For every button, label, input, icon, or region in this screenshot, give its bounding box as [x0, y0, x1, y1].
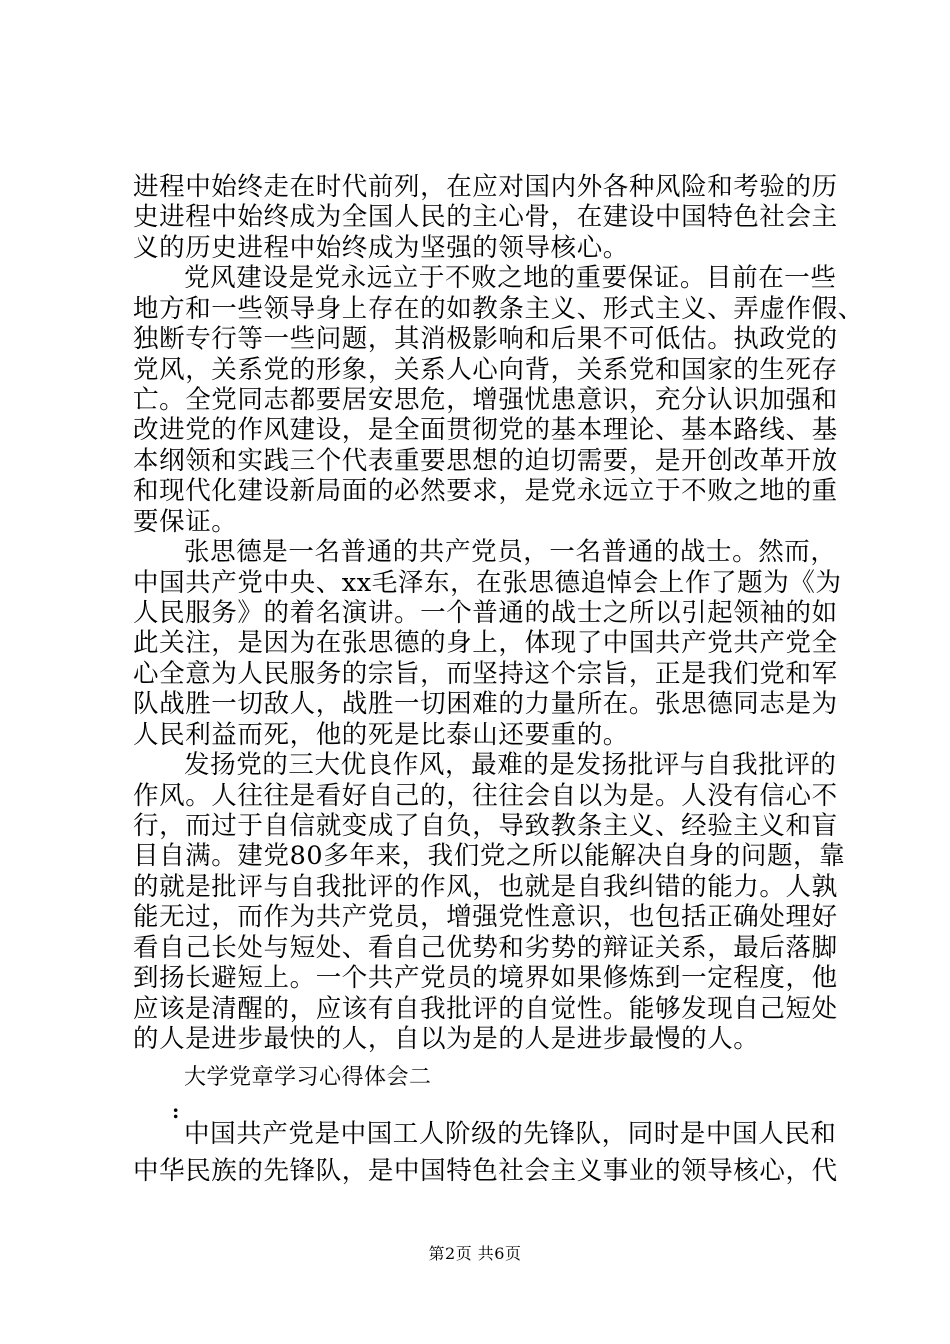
body-line: 的人是进步最快的人，自以为是的人是进步最慢的人。	[133, 1024, 760, 1054]
body-line: 本纲领和实践三个代表重要思想的迫切需要，是开创改革开放	[133, 446, 838, 476]
body-line: 党风，关系党的形象，关系人心向背，关系党和国家的生死存	[133, 355, 838, 385]
subheading: 大学党章学习心得体会二	[184, 1065, 432, 1090]
body-line: 队战胜一切敌人，战胜一切困难的力量所在。张思德同志是为	[133, 689, 838, 719]
body-line: 的就是批评与自我批评的作风，也就是自我纠错的能力。人孰	[133, 872, 838, 902]
body-line: 目自满。建党80多年来，我们党之所以能解决自身的问题，靠	[133, 841, 846, 871]
body-line: 作风。人往往是看好自己的，往往会自以为是。人没有信心不	[133, 781, 838, 811]
body-line: 史进程中始终成为全国人民的主心骨，在建设中国特色社会主	[133, 202, 838, 232]
body-line: 地方和一些领导身上存在的如教条主义、形式主义、弄虚作假、	[133, 294, 864, 324]
body-line: 中华民族的先锋队，是中国特色社会主义事业的领导核心，代	[133, 1156, 838, 1186]
body-line: 中国共产党中央、xx毛泽东，在张思德追悼会上作了题为《为	[133, 568, 842, 598]
body-line: 人民服务》的着名演讲。一个普通的战士之所以引起领袖的如	[133, 598, 838, 628]
body-line: 心全意为人民服务的宗旨，而坚持这个宗旨，正是我们党和军	[133, 659, 838, 689]
body-line: 改进党的作风建设，是全面贯彻党的基本理论、基本路线、基	[133, 415, 838, 445]
body-line: 亡。全党同志都要居安思危，增强忧患意识，充分认识加强和	[133, 385, 838, 415]
body-line: 能无过，而作为共产党员，增强党性意识，也包括正确处理好	[133, 902, 838, 932]
paragraph-start-line: 发扬党的三大优良作风，最难的是发扬批评与自我批评的	[184, 750, 837, 780]
body-line: 和现代化建设新局面的必然要求，是党永远立于不败之地的重	[133, 476, 838, 506]
body-line: 行，而过于自信就变成了自负，导致教条主义、经验主义和盲	[133, 811, 838, 841]
page-number-footer: 第2页 共6页	[428, 1244, 522, 1263]
body-line: 要保证。	[133, 507, 238, 537]
body-line: 到扬长避短上。一个共产党员的境界如果修炼到一定程度，他	[133, 963, 838, 993]
paragraph-start-line: 张思德是一名普通的共产党员，一名普通的战士。然而，	[184, 537, 837, 567]
body-line: 应该是清醒的，应该有自我批评的自觉性。能够发现自己短处	[133, 994, 838, 1024]
body-line: 义的历史进程中始终成为坚强的领导核心。	[133, 233, 629, 263]
colon-mark: :	[172, 1099, 180, 1123]
body-line: 此关注，是因为在张思德的身上，体现了中国共产党共产党全	[133, 628, 838, 658]
body-line: 进程中始终走在时代前列，在应对国内外各种风险和考验的历	[133, 172, 838, 202]
paragraph-start-line: 中国共产党是中国工人阶级的先锋队，同时是中国人民和	[184, 1119, 837, 1149]
paragraph-start-line: 党风建设是党永远立于不败之地的重要保证。目前在一些	[184, 263, 837, 293]
body-line: 独断专行等一些问题，其消极影响和后果不可低估。执政党的	[133, 324, 838, 354]
body-line: 看自己长处与短处、看自己优势和劣势的辩证关系，最后落脚	[133, 933, 838, 963]
body-line: 人民利益而死，他的死是比泰山还要重的。	[133, 720, 629, 750]
